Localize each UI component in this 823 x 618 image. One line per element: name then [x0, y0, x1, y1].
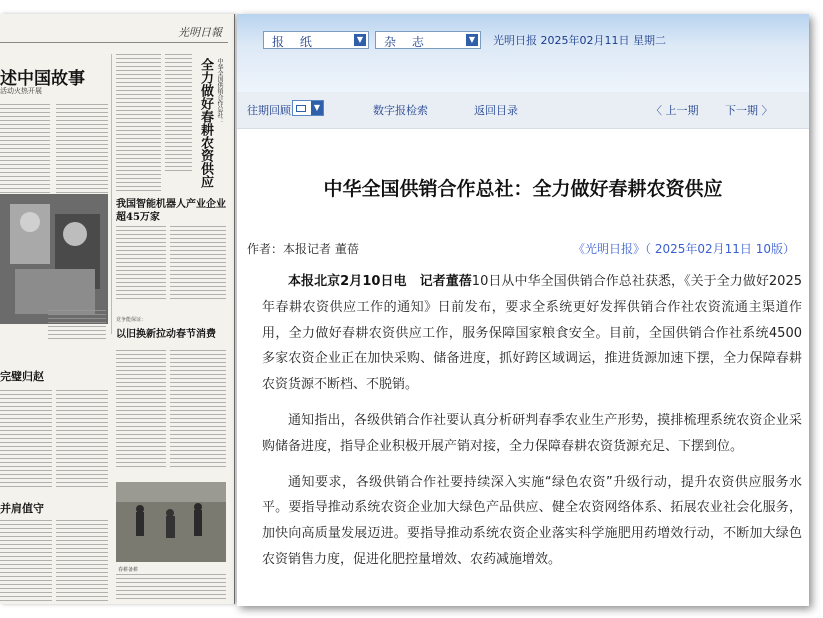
robot-photo[interactable] [0, 194, 108, 324]
text-block [0, 520, 52, 604]
chevron-down-icon[interactable]: ▼ [354, 34, 366, 46]
magazine-select-label: 杂 志 [384, 35, 430, 49]
history-link[interactable]: 往期回顾 [247, 104, 291, 117]
text-block [0, 390, 52, 490]
text-block [56, 104, 108, 194]
publication-info: 光明日报 2025年02月11日 星期二 [493, 34, 666, 47]
newspaper-select-label: 报 纸 [272, 35, 318, 49]
paragraph-text: 10日从中华全国供销合作总社获悉，《关于全力做好2025年春耕农资供应工作的通知》日前发布，要求全系统更好发挥供销合作社农资流通主渠道作用，全力做好春耕农资供应工作，服务保障国家粮食安全。目前，全国供销合作社系统4500多家农资企业正在加快采购、储备进度，抓好跨区域调运，推进货源加速下摆，全力保障春耕农资货源不断档、不脱销。 [262, 274, 802, 393]
vertical-headline[interactable]: 全力做好春耕农资供应 [198, 58, 213, 188]
headline-mid[interactable]: 完璧归赵 [0, 370, 44, 383]
text-block [165, 54, 192, 174]
consume-kicker: 竞争能保证： [116, 317, 147, 323]
article-source[interactable]: 《光明日报》（ 2025年02月11日 10版） [573, 242, 795, 256]
next-issue-link[interactable]: 下一期 〉 [725, 104, 773, 117]
column-rule [111, 54, 112, 334]
nav-bar [237, 92, 809, 129]
article-byline: 作者：本报记者 董蓓 [247, 242, 359, 256]
text-block [116, 574, 226, 602]
article-window [237, 14, 809, 606]
newspaper-select[interactable] [263, 31, 369, 49]
text-block [116, 226, 166, 301]
text-block [170, 350, 226, 470]
toolbar [237, 14, 809, 92]
photo-caption: 春耕备耕 [118, 567, 139, 573]
article-title: 中华全国供销合作总社：全力做好春耕农资供应 [323, 178, 723, 200]
newspaper-masthead: 光明日報 [178, 26, 222, 39]
headline-low[interactable]: 并肩值守 [0, 502, 44, 515]
article-paragraph [262, 269, 802, 398]
headline-story[interactable]: 述中国故事 [0, 69, 85, 89]
text-block [56, 390, 108, 490]
text-block [0, 104, 50, 194]
text-block [56, 520, 108, 604]
newspaper-page-preview[interactable] [0, 14, 235, 604]
headline-robot[interactable]: 我国智能机器人产业企业超45万家 [116, 199, 226, 223]
back-to-index-link[interactable]: 返回目录 [474, 104, 518, 117]
calendar-icon [296, 105, 306, 112]
magazine-select[interactable] [375, 31, 481, 49]
headline-story-sub: 活动火热开展 [0, 87, 42, 95]
farmland-photo[interactable] [116, 482, 226, 562]
chevron-down-icon[interactable]: ▼ [311, 101, 323, 115]
photo-caption-text [48, 310, 106, 340]
article-body [262, 269, 802, 583]
vertical-kicker: 中华全国供销合作总社： [216, 58, 223, 124]
article-paragraph: 通知要求，各级供销合作社要持续深入实施“绿色农资”升级行动，提升农资供应服务水平。要指导推动系统农资企业加大绿色产品供应、健全农资网络体系、拓展农业社会化服务，加快向高质量发展迈进。要指导推动系统农资企业落实科学施肥用药增效行动，不断加大绿色农资销售力度，促进化肥控量增效、农药减施增效。 [262, 474, 802, 567]
text-block [170, 226, 226, 301]
masthead-rule [0, 42, 228, 43]
chevron-down-icon[interactable]: ▼ [466, 34, 478, 46]
prev-issue-link[interactable]: 〈 上一期 [651, 104, 699, 117]
text-block [116, 350, 166, 470]
dateline: 本报北京2月10日电 记者董蓓 [288, 274, 472, 289]
search-link[interactable]: 数字报检索 [373, 104, 428, 117]
text-block [116, 54, 161, 194]
headline-consume[interactable]: 以旧换新拉动春节消费 [116, 329, 216, 340]
history-date-select[interactable] [292, 100, 324, 116]
article-paragraph: 通知指出，各级供销合作社要认真分析研判春季农业生产形势，摸排梳理系统农资企业采购储备进度，指导企业积极开展产销对接，全力保障春耕农资货源充足、下摆到位。 [262, 412, 802, 454]
